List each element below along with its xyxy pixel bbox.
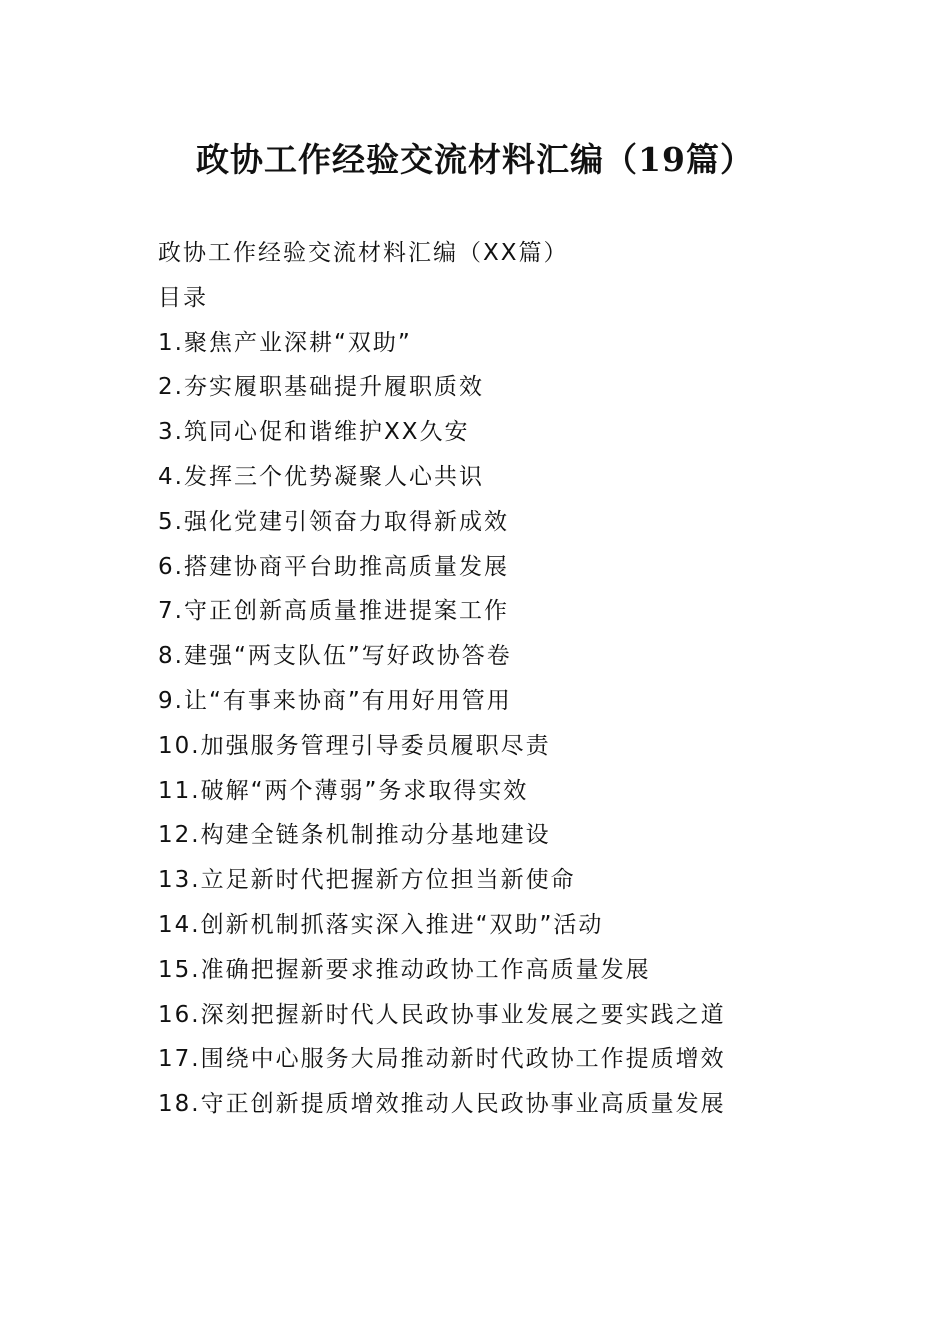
toc-list <box>158 321 858 1127</box>
toc-item: 2.夯实履职基础提升履职质效 <box>158 374 484 401</box>
toc-item: 9.让“有事来协商”有用好用管用 <box>158 687 512 714</box>
toc-item: 14.创新机制抓落实深入推进“双助”活动 <box>158 911 604 938</box>
toc-item: 5.强化党建引领奋力取得新成效 <box>158 508 509 535</box>
toc-item: 16.深刻把握新时代人民政协事业发展之要实践之道 <box>158 1001 726 1028</box>
toc-item: 13.立足新时代把握新方位担当新使命 <box>158 867 576 894</box>
toc-item: 3.筑同心促和谐维护XX久安 <box>158 419 470 446</box>
toc-item: 6.搭建协商平台助推高质量发展 <box>158 553 509 580</box>
toc-item: 8.建强“两支队伍”写好政协答卷 <box>158 643 512 670</box>
toc-item: 17.围绕中心服务大局推动新时代政协工作提质增效 <box>158 1046 726 1073</box>
toc-item: 18.守正创新提质增效推动人民政协事业高质量发展 <box>158 1091 726 1118</box>
document-subtitle: 政协工作经验交流材料汇编（XX篇） <box>158 240 569 266</box>
toc-item: 4.发挥三个优势凝聚人心共识 <box>158 463 484 490</box>
toc-item: 7.守正创新高质量推进提案工作 <box>158 598 509 625</box>
toc-item: 15.准确把握新要求推动政协工作高质量发展 <box>158 956 651 983</box>
toc-item: 1.聚焦产业深耕“双助” <box>158 329 412 356</box>
toc-item: 12.构建全链条机制推动分基地建设 <box>158 822 551 849</box>
toc-item: 10.加强服务管理引导委员履职尽责 <box>158 732 551 759</box>
document-body <box>158 231 858 1127</box>
toc-item: 11.破解“两个薄弱”务求取得实效 <box>158 777 529 804</box>
document-title: 政协工作经验交流材料汇编（19篇） <box>196 140 754 179</box>
toc-heading: 目录 <box>158 284 208 311</box>
